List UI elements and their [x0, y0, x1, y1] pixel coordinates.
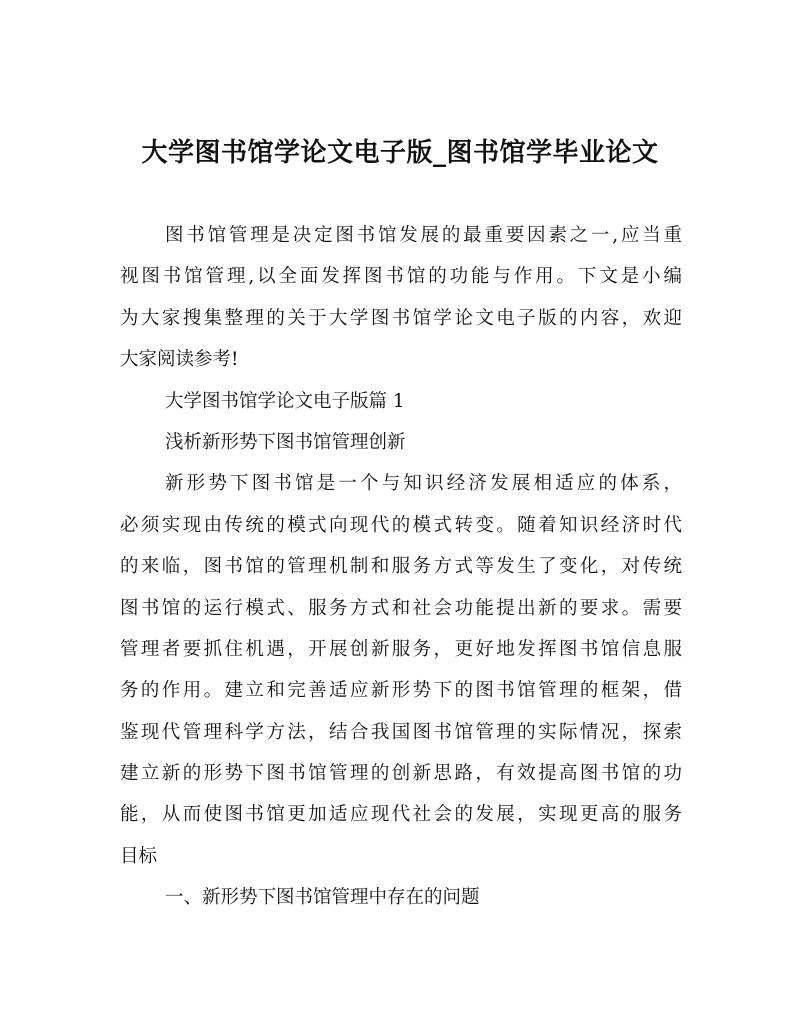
- paragraph-line: 大家阅读参考!: [120, 349, 239, 371]
- paragraph-line: 新形势下图书馆是一个与知识经济发展相适应的体系，: [165, 473, 682, 495]
- document-body: [120, 215, 682, 919]
- section-heading: 一、新形势下图书馆管理中存在的问题: [165, 887, 480, 909]
- paragraph-line: 目标: [120, 845, 158, 867]
- paragraph-line: 鉴现代管理科学方法，结合我国图书馆管理的实际情况，探索: [120, 721, 682, 743]
- paragraph-line: 为大家搜集整理的关于大学图书馆学论文电子版的内容，欢迎: [120, 307, 682, 329]
- paragraph-line: 务的作用。建立和完善适应新形势下的图书馆管理的框架，借: [120, 680, 682, 702]
- paragraph-line: 必须实现由传统的模式向现代的模式转变。随着知识经济时代: [120, 514, 682, 536]
- paragraph-line: 建立新的形势下图书馆管理的创新思路，有效提高图书馆的功: [120, 763, 682, 785]
- paragraph-line: 图书馆的运行模式、服务方式和社会功能提出新的要求。需要: [120, 597, 682, 619]
- paragraph-line: 视图书馆管理,以全面发挥图书馆的功能与作用。下文是小编: [120, 266, 682, 288]
- paragraph-line: 能，从而使图书馆更加适应现代社会的发展，实现更高的服务: [120, 804, 682, 826]
- article-title: 浅析新形势下图书馆管理创新: [165, 431, 406, 453]
- paragraph-line: 图书馆管理是决定图书馆发展的最重要因素之一,应当重: [165, 225, 682, 246]
- document-title: 大学图书馆学论文电子版_图书馆学毕业论文: [141, 138, 659, 168]
- section-heading: 大学图书馆学论文电子版篇 1: [165, 390, 405, 412]
- paragraph-line: 的来临，图书馆的管理机制和服务方式等发生了变化，对传统: [120, 556, 682, 578]
- paragraph-line: 管理者要抓住机遇，开展创新服务，更好地发挥图书馆信息服: [120, 638, 682, 660]
